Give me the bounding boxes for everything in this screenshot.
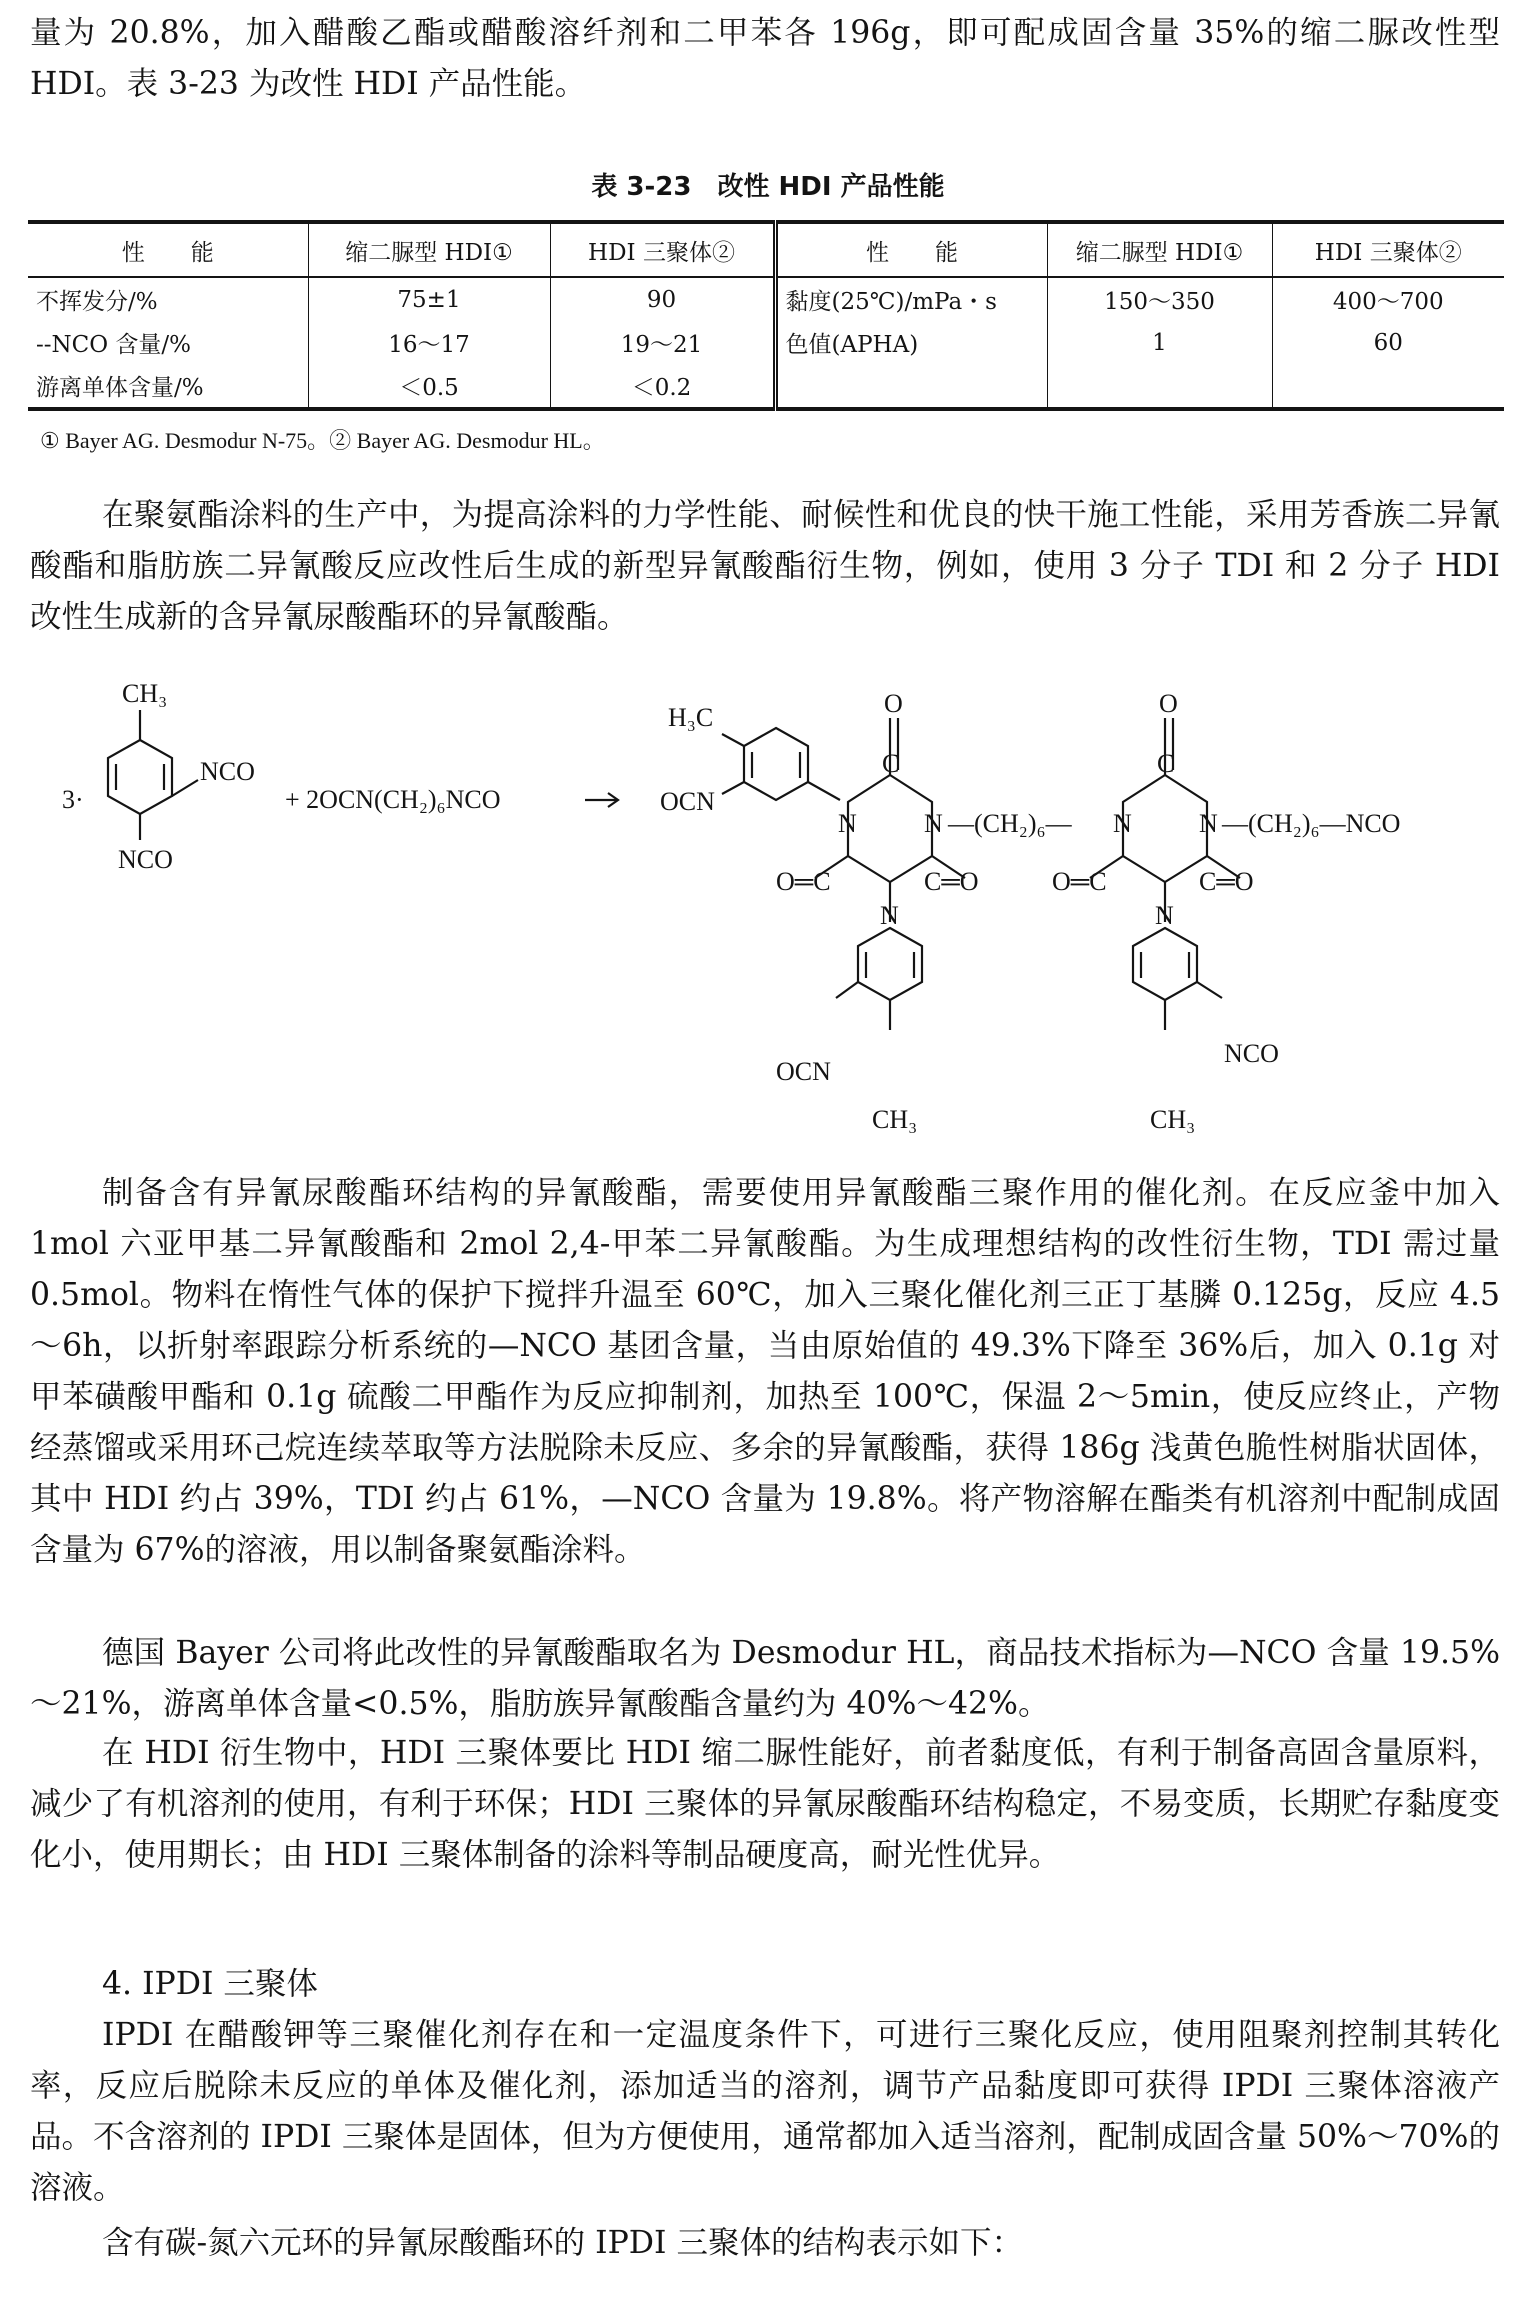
table-cell: 游离单体含量/% [36,375,204,401]
paragraph-bayer: 德国 Bayer 公司将此改性的异氰酸酯取名为 Desmodur HL，商品技术指标为—NCO 含量 19.5%～21%，游离单体含量<0.5%，脂肪族异氰酸酯含量约为 40%～42%。 [30,1635,1500,1722]
table-header-cell: 缩二脲型 HDI① [1047,222,1272,277]
nitrogen-label: N [1113,809,1132,838]
table-cell: 不挥发分/% [36,289,158,315]
table-header-cell: 性 能 [28,222,308,277]
benzene-ring-bottom-left [858,928,922,1000]
table-cell [1047,364,1272,409]
benzene-ring-top-left [744,728,808,800]
properties-table [28,220,1504,411]
table-cell: 黏度(25℃)/mPa・s [775,277,1047,321]
hexamethylene-chain-nco-label: —(CH₂)₆—NCO [1222,809,1401,838]
nitrogen-label: N [1199,809,1218,838]
ocn-label: OCN [776,1057,831,1086]
table-cell: 400～700 [1272,277,1504,321]
table-cell: 75±1 [308,277,550,321]
paragraph-comparison: 在 HDI 衍生物中，HDI 三聚体要比 HDI 缩二脲性能好，前者黏度低，有利于制备高固含量原料，减少了有机溶剂的使用，有利于环保；HDI 三聚体的异氰尿酸酯环结构稳定，不易变质，长期贮存黏度变化小，使用期长；由 HDI 三聚体制备的涂料等制品硬度高，耐光性优异。 [30,1735,1500,1873]
paragraph-structure-intro: 含有碳-氮六元环的异氰尿酸酯环的 IPDI 三聚体的结构表示如下： [102,2225,1024,2261]
ch3-label: CH₃ [1150,1105,1196,1134]
carbonyl-label: C═O [1199,867,1254,896]
nitrogen-label: N [880,901,899,930]
h3c-label: H₃C [668,703,714,732]
table-cell: ＜0.2 [550,364,775,409]
coefficient-label: 3· [62,785,84,814]
paragraph-ipdi: IPDI 在醋酸钾等三聚催化剂存在和一定温度条件下，可进行三聚化反应，使用阻聚剂控制其转化率，反应后脱除未反应的单体及催化剂，添加适当的溶剂，调节产品黏度即可获得 IPDI 三聚体溶液产品。不含溶剂的 IPDI 三聚体是固体，但为方便使用，通常都加入适当溶剂，配制成固含量 50%～70%的溶液。 [30,2017,1500,2206]
table-cell: 90 [550,277,775,321]
carbonyl-label: O═C [776,867,831,896]
table-caption: 表 3-23 改性 HDI 产品性能 [591,172,945,202]
table-header-cell: 性 能 [775,222,1047,277]
hexamethylene-chain-label: —(CH₂)₆— [948,809,1072,838]
carbon-label: C [882,749,900,778]
table-header-cell: 缩二脲型 HDI① [308,222,550,277]
carbon-label: C [1157,749,1175,778]
carbonyl-label: O═C [1052,867,1107,896]
table-cell: 色值(APHA) [775,321,1047,364]
table-cell: 60 [1272,321,1504,364]
table-row [28,321,1504,364]
table-cell: ＜0.5 [308,364,550,409]
nitrogen-label: N [924,809,943,838]
ocn-label: OCN [660,787,715,816]
tdi-benzene-ring [108,740,172,814]
oxygen-label: O [884,689,903,718]
nco-label: NCO [118,845,173,874]
nitrogen-label: N [838,809,857,838]
paragraph-preparation: 制备含有异氰尿酸酯环结构的异氰酸酯，需要使用异氰酸酯三聚作用的催化剂。在反应釜中加入 1mol 六亚甲基二异氰酸酯和 2mol 2,4-甲苯二异氰酸酯。为生成理想结构的改性衍生物，TDI 需过量 0.5mol。物料在惰性气体的保护下搅拌升温至 60℃，加入三聚化催化剂三正丁基膦 0.125g，反应 4.5～6h，以折射率跟踪分析系统的—NCO 基团含量，当由原始值的 49.3%下降至 36%后，加入 0.1g 对甲苯磺酸甲酯和 0.1g 硫酸二甲酯作为反应抑制剂，加热至 100℃，保温 2～5min，使反应终止，产物经蒸馏或采用环己烷连续萃取等方法脱除未反应、多余的异氰酸酯，获得 186g 浅黄色脆性树脂状固体，其中 HDI 约占 39%，TDI 约占 61%，—NCO 含量为 19.8%。将产物溶解在酯类有机溶剂中配制成固含量为 67%的溶液，用以制备聚氨酯涂料。 [30,1175,1500,1568]
ch3-label: CH₃ [872,1105,918,1134]
reaction-scheme [0,660,1536,1140]
oxygen-label: O [1159,689,1178,718]
table-footnote: ① Bayer AG. Desmodur N-75。② Bayer AG. Desmodur HL。 [40,428,605,453]
benzene-ring-bottom-right [1133,928,1197,1000]
isocyanurate-ring-1 [848,775,932,882]
table-cell [1272,364,1504,409]
nco-label: NCO [1224,1039,1279,1068]
table-cell: 16～17 [308,321,550,364]
section-heading-ipdi: 4. IPDI 三聚体 [102,1966,318,2002]
carbonyl-label: C═O [924,867,979,896]
nitrogen-label: N [1155,901,1174,930]
table-cell [775,364,1047,409]
paragraph-intro: 量为 20.8%，加入醋酸乙酯或醋酸溶纤剂和二甲苯各 196g，即可配成固含量 35%的缩二脲改性型 HDI。表 3-23 为改性 HDI 产品性能。 [30,15,1500,102]
table-header-cell: HDI 三聚体② [550,222,775,277]
paragraph-modification: 在聚氨酯涂料的生产中，为提高涂料的力学性能、耐候性和优良的快干施工性能，采用芳香族二异氰酸酯和脂肪族二异氰酸反应改性后生成的新型异氰酸酯衍生物，例如，使用 3 分子 TDI 和 2 分子 HDI 改性生成新的含异氰尿酸酯环的异氰酸酯。 [30,497,1500,635]
table-cell: 1 [1047,321,1272,364]
hdi-reagent-label: + 2OCN(CH₂)₆NCO [285,785,501,814]
table-row [28,277,1504,321]
nco-label: NCO [200,757,255,786]
table-header-row [28,222,1504,277]
table-cell: 150～350 [1047,277,1272,321]
table-header-cell: HDI 三聚体② [1272,222,1504,277]
isocyanurate-ring-2 [1123,775,1207,882]
table-cell: 19～21 [550,321,775,364]
ch3-label: CH₃ [122,679,168,708]
table-row [28,364,1504,409]
table-cell: --NCO 含量/% [36,332,192,358]
